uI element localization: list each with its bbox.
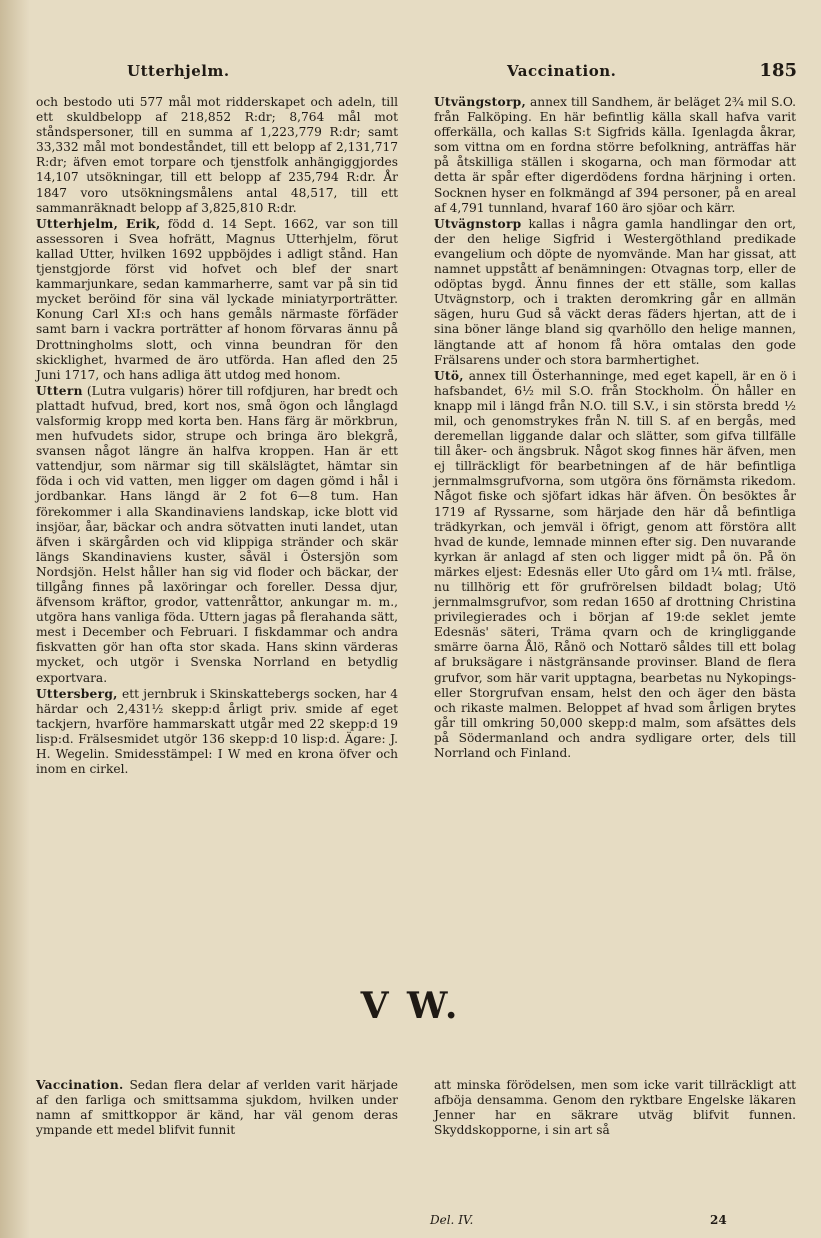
entry-term: Uttern bbox=[36, 383, 83, 398]
entry-text: att minska förödelsen, men som icke varit tillräckligt att afböja densamma. Genom den ryktbare Engelske läkaren Jenner har en säkrare utväg blifvit funnen. Skyddskopporne, i sin art så bbox=[434, 1078, 796, 1138]
bottom-left-column bbox=[36, 1078, 398, 1139]
entry-utterhjelm bbox=[36, 217, 398, 383]
left-running-title: Utterhjelm. bbox=[127, 62, 230, 80]
entry-text: ett jernbruk i Skinskattebergs socken, har 4 härdar och 2,431½ skepp:d årligt priv. smide af eget tackjern, hvarföre hammarskatt utgår med 22 skepp:d 19 lisp:d. Frälsesmidet utgör 136 skepp:d 10 lisp:d. Ägare: J. H. Wegelin. Smidesstämpel: I W med en krona öfver och inom en cirkel. bbox=[36, 686, 398, 777]
bottom-right-column bbox=[434, 1078, 796, 1139]
bottom-section bbox=[36, 1078, 796, 1139]
entry-text: annex till Österhanninge, med eget kapell, är en ö i hafsbandet, 6½ mil S.O. från Stockholm. Ön håller en knapp mil i längd från N.O. till S.V., i sin största bredd ½ mil, och genomstrykes från N. till S. af en bergås, med deremellan liggande dalar och slätter, som gifva tillfälle till åker- och ängsbruk. Något skog finnes här äfven, men ej tillräckligt för bearbetningen af de här befintliga jernmalmsgrufvorna, som utgöra öns förnämsta rikedom. Något fiske och sjöfart idkas här äfven. Ön besöktes år 1719 af Ryssarne, som härjade den här då befintliga trädkyrkan, och jemväl i öfrigt, genom att förstöra allt hvad de kunde, lemnade minnen efter sig. Den nuvarande kyrkan är anlagd af sten och ligger midt på ön. På ön märkes eljest: Edesnäs eller Uto gård om 1¼ mtl. frälse, nu tillhörig ett för grufrörelsen bildadt bolag; Utö jernmalmsgrufvor, som redan 1650 af drottning Christina privilegierades och i början af 19:de seklet jemte Edesnäs' säteri, Träma qvarn och de kringliggande smärre öarna Ålö, Rånö och Nottarö såldes till ett bolag af bruksägare i nästgränsande provinser. Bland de flera grufvor, som här varit upptagna, bearbetas nu Nykopings- eller Storgrufvan ensam, helst den och äger den bästa och rikaste malmen. Beloppet af hvad som årligen brytes går till omkring 50,000 skepp:d malm, som afsättes dels på Södermanland och andra sydligare orter, dels till Norrland och Finland. bbox=[434, 368, 796, 761]
right-column bbox=[434, 95, 796, 778]
page-gutter-shadow bbox=[0, 0, 30, 1238]
entry-continuation bbox=[36, 95, 398, 216]
entry-vaccination-cont bbox=[434, 1078, 796, 1138]
entry-text: kallas i några gamla handlingar den ort, der den helige Sigfrid i Westergöthland predikade evangelium och döpte de nyomvände. Man har gissat, att namnet uppstått af benämningen: Otvagnas torp, eller de odöptas bygd. Ännu finnes der ett ställe, som kallas Utvägnstorp, och i trakten deromkring går en allmän sägen, huru Gud så väckt deras fäders hjertan, att de i sina böner länge bland sig qvarhöllo den helige mannen, längtande att af honom få höra omtalas den gode Frälsarens under och stora barmhertighet. bbox=[434, 216, 796, 367]
entry-term: Vaccination. bbox=[36, 1078, 124, 1092]
two-column-body bbox=[36, 95, 796, 778]
entry-text: Sedan flera delar af verlden varit härjade af den farliga och smittsamma sjukdom, hvilken under namn af smittkoppor är känd, har väl genom deras ympande ett medel blifvit funnit bbox=[36, 1078, 398, 1138]
left-column bbox=[36, 95, 398, 778]
entry-text: (Lutra vulgaris) hörer till rofdjuren, har bredt och plattadt hufvud, bred, kort nos, små ögon och långlagd valsformig kropp med korta ben. Hans färg är mörkbrun, men hufvudets sidor, strupe och bringa äro blekgrå, svansen något längre än halfva kroppen. Han är ett vattendjur, som närmar sig till skälslägtet, hämtar sin föda i och vid vatten, men ligger om dagen gömd i hål i jordbankar. Hans längd är 2 fot 6—8 tum. Han förekommer i alla Skandinaviens landskap, icke blott vid insjöar, åar, bäckar och andra sötvatten inuti landet, utan äfven i skärgården och vid klippiga stränder och skär längs Skandinaviens kuster, såväl i Östersjön som Nordsjön. Helst håller han sig vid floder och bäckar, der tillgång finnes på laxöringar och foreller. Dessa djur, äfvensom kräftor, grodor, vattenråttor, ankungar m. m., utgöra hans vanliga föda. Uttern jagas på flerahanda sätt, mest i December och Februari. I fiskdammar och andra fiskvatten gör han ofta stor skada. Hans skinn värderas mycket, och utgör i Svenska Norrland en betydlig exportvara. bbox=[36, 383, 398, 685]
entry-uttern bbox=[36, 384, 398, 686]
entry-term: Utvängstorp, bbox=[434, 95, 527, 109]
right-running-title: Vaccination. bbox=[507, 62, 617, 80]
section-heading: V W. bbox=[360, 985, 461, 1027]
entry-utvagnstorp bbox=[434, 217, 796, 368]
entry-text: född d. 14 Sept. 1662, var son till assessoren i Svea hofrätt, Magnus Utterhjelm, förut kallad Utter, hvilken 1692 uppböjdes i adligt stånd. Han tjenstgjorde först vid hofvet och blef der snart kammarjunkare, sedan kammarherre, samt var på sin tid mycket beröind för sina väl lyckade miniatyrporträtter. Konung Carl XI:s och hans gemåls närmaste förfäder samt barn i vackra porträtter af honom förvaras ännu på Drottningholms slott, och vinna beundran för den skicklighet, hvarmed de äro utförda. Han afled den 25 Juni 1717, och hans adliga ätt utdog med honom. bbox=[36, 216, 398, 382]
page-footer bbox=[430, 1213, 760, 1227]
page-number: 185 bbox=[759, 60, 797, 81]
entry-text: annex till Sandhem, är beläget 2¾ mil S.O. från Falköping. En här befintlig källa skall hafva varit offerkälla, och kallas S:t Sigfrids källa. Igenlagda åkrar, som vittna om en fordna större befolkning, anträffas här på åtskilliga ställen i skogarna, och man förmodar att detta är spår efter digerdödens fordna härjning i orten. Socknen hyser en folkmängd af 394 personer, på en areal af 4,791 tunnland, hvaraf 160 äro sjöar och kärr. bbox=[434, 95, 796, 215]
entry-uttersberg bbox=[36, 687, 398, 778]
volume-signature: Del. IV. bbox=[430, 1213, 474, 1227]
entry-term: Utö, bbox=[434, 368, 464, 383]
page-header bbox=[32, 58, 799, 88]
entry-utvangstorp bbox=[434, 95, 796, 216]
entry-vaccination bbox=[36, 1078, 398, 1138]
sheet-number: 24 bbox=[710, 1213, 727, 1227]
entry-uto bbox=[434, 369, 796, 761]
entry-term: Utvägnstorp bbox=[434, 216, 522, 231]
entry-term: Utterhjelm, Erik, bbox=[36, 216, 161, 231]
entry-term: Uttersberg, bbox=[36, 686, 118, 701]
entry-text: och bestodo uti 577 mål mot ridderskapet och adeln, till ett skuldbelopp af 218,852 R:dr; 8,764 mål mot ståndspersoner, till en summa af 1,223,779 R:dr; samt 33,332 mål mot bondeståndet, till ett belopp af 2,131,717 R:dr; äfven emot torpare och tjenstfolk anhängiggjordes 14,107 utsökningar, till ett belopp af 235,794 R:dr. År 1847 voro utsökningsmålens antal 48,517, till ett sammanräknadt belopp af 3,825,810 R:dr. bbox=[36, 95, 398, 215]
